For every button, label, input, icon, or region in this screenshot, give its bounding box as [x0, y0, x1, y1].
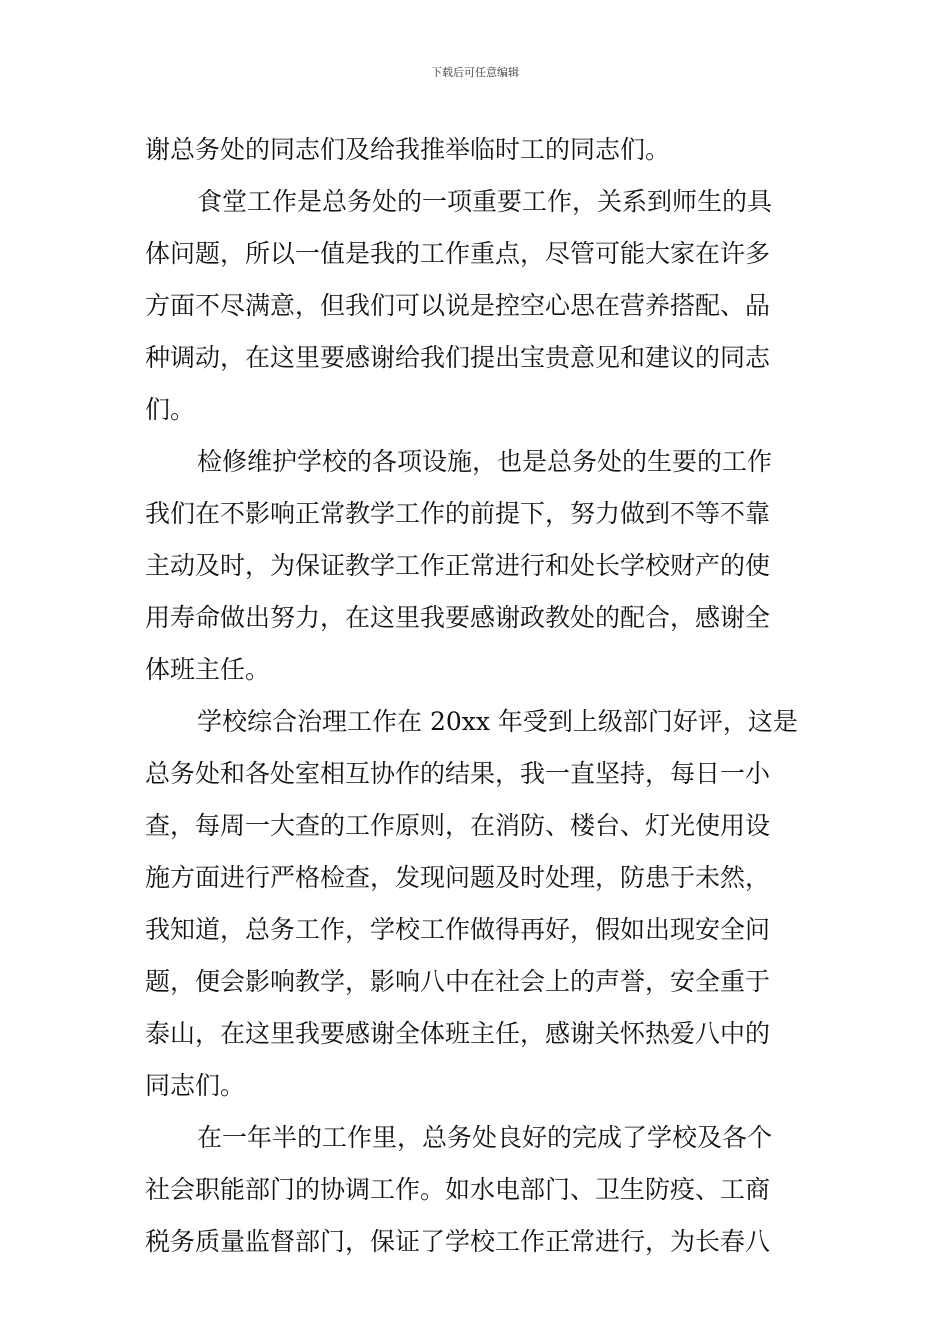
- text-line: 社会职能部门的协调工作。如水电部门、卫生防疫、工商: [145, 1175, 771, 1204]
- text-line: 方面不尽满意，但我们可以说是控空心思在营养搭配、品: [145, 291, 771, 320]
- text-line: 我知道，总务工作，学校工作做得再好，假如出现安全问: [145, 915, 771, 944]
- paragraph-first-line: 检修维护学校的各项设施，也是总务处的生要的工作: [197, 447, 773, 476]
- text-line: 泰山，在这里我要感谢全体班主任，感谢关怀热爱八中的: [145, 1019, 771, 1048]
- page-header: 下载后可任意编辑: [431, 66, 519, 79]
- text-line: 同志们。: [145, 1071, 246, 1100]
- paragraph-first-line: 食堂工作是总务处的一项重要工作，关系到师生的具: [197, 187, 773, 216]
- text-line: 们。: [145, 395, 196, 424]
- text-line: 总务处和各处室相互协作的结果，我一直坚持，每日一小: [145, 759, 771, 788]
- text-line: 主动及时，为保证教学工作正常进行和处长学校财产的使: [145, 551, 771, 580]
- text-line: 体班主任。: [145, 655, 271, 684]
- text-line: 用寿命做出努力，在这里我要感谢政教处的配合，感谢全: [145, 603, 771, 632]
- text-line: 题，便会影响教学，影响八中在社会上的声誉，安全重于: [145, 967, 771, 996]
- text-line: 税务质量监督部门，保证了学校工作正常进行，为长春八: [145, 1227, 771, 1256]
- text-line: 谢总务处的同志们及给我推举临时工的同志们。: [145, 135, 671, 164]
- text-line: 体问题，所以一值是我的工作重点，尽管可能大家在许多: [145, 239, 771, 268]
- text-line: 施方面进行严格检查，发现问题及时处理，防患于未然，: [145, 863, 771, 892]
- text-line: 查，每周一大查的工作原则，在消防、楼台、灯光使用设: [145, 811, 771, 840]
- paragraph-first-line: 在一年半的工作里，总务处良好的完成了学校及各个: [197, 1123, 773, 1152]
- text-line: 种调动，在这里要感谢给我们提出宝贵意见和建议的同志: [145, 343, 771, 372]
- paragraph-first-line: 学校综合治理工作在 20xx 年受到上级部门好评，这是: [197, 707, 798, 736]
- document-body: [145, 124, 807, 1268]
- text-line: 我们在不影响正常教学工作的前提下，努力做到不等不靠: [145, 499, 771, 528]
